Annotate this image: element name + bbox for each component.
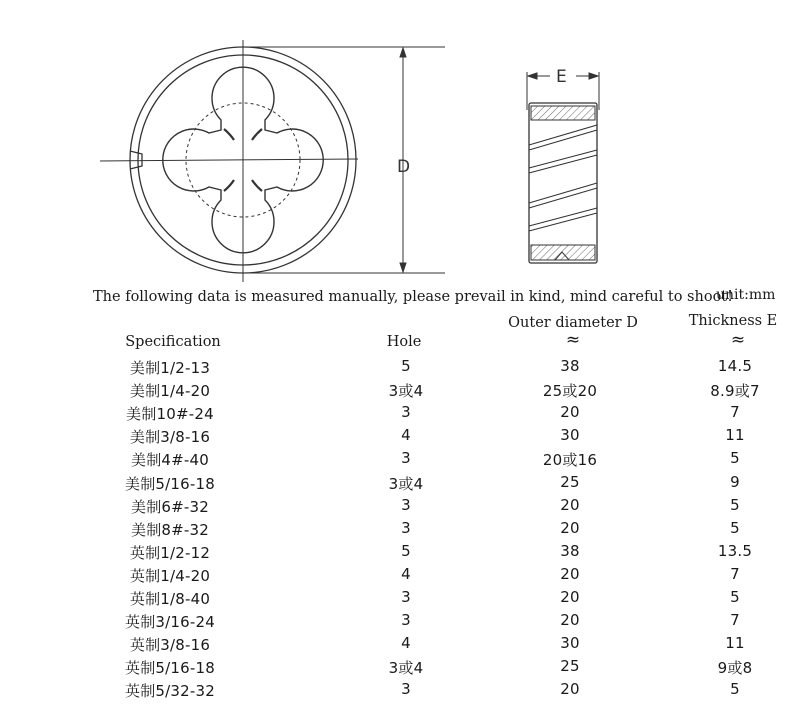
cell-hole: 5 (401, 357, 411, 375)
cell-specification: 英制3/16-24 (125, 613, 215, 632)
cell-specification: 英制1/8-40 (129, 590, 211, 608)
cell-outer-diameter: 38 (560, 357, 580, 375)
cell-thickness: 14.5 (717, 357, 753, 375)
header-hole: Hole (386, 334, 422, 350)
cell-specification: 美制6#-32 (130, 497, 210, 516)
cell-outer-diameter: 38 (560, 541, 580, 560)
die-front-view (100, 40, 358, 282)
cell-specification: 美制8#-32 (130, 520, 210, 539)
cell-specification: 英制3/8-16 (129, 636, 211, 655)
cell-hole: 3或4 (388, 474, 424, 493)
cell-hole: 3 (401, 588, 411, 606)
header-thickness: Thickness E (688, 313, 778, 329)
cell-outer-diameter: 25或20 (542, 382, 598, 401)
cell-outer-diameter: 20 (560, 403, 580, 422)
unit-label: unit:mm (716, 287, 776, 303)
cell-hole: 3 (401, 611, 411, 630)
cell-thickness: 7 (730, 564, 740, 583)
measurement-notice: The following data is measured manually, please prevail in kind, mind careful to shoot! (93, 289, 733, 305)
cell-specification: 美制5/16-18 (125, 474, 215, 493)
cell-thickness: 11 (725, 426, 745, 445)
die-side-view (529, 103, 597, 263)
label-d: D (397, 157, 411, 177)
header-outer-diameter: Outer diameter D (508, 315, 638, 331)
cell-hole: 3 (401, 403, 411, 422)
cell-outer-diameter: 25 (560, 472, 580, 491)
cell-thickness: 5 (730, 449, 740, 468)
approx-symbol-diameter: ≈ (565, 330, 581, 350)
cell-thickness: 13.5 (717, 541, 753, 560)
cell-hole: 3或4 (388, 382, 424, 401)
cell-hole: 4 (401, 564, 411, 583)
cell-hole: 3 (401, 495, 411, 514)
cell-outer-diameter: 30 (560, 634, 580, 653)
cell-thickness: 5 (730, 518, 740, 537)
cell-hole: 4 (401, 634, 411, 653)
cell-hole: 4 (401, 426, 411, 445)
cell-hole: 3 (401, 518, 411, 537)
cell-specification: 美制1/2-13 (129, 359, 211, 377)
cell-thickness: 7 (730, 403, 740, 422)
cell-thickness: 9 (730, 472, 740, 491)
header-specification: Specification (125, 334, 221, 350)
cell-outer-diameter: 30 (560, 426, 580, 445)
cell-specification: 英制5/16-18 (125, 659, 215, 678)
cell-thickness: 5 (730, 588, 740, 606)
cell-specification: 美制10#-24 (126, 405, 214, 424)
cell-specification: 英制1/2-12 (129, 543, 211, 562)
cell-hole: 5 (401, 541, 411, 560)
cell-specification: 英制1/4-20 (129, 566, 211, 585)
cell-thickness: 9或8 (717, 659, 753, 678)
cell-outer-diameter: 25 (560, 657, 580, 676)
cell-outer-diameter: 20 (560, 518, 580, 537)
cell-hole: 3 (401, 680, 411, 699)
label-e: E (556, 67, 567, 87)
cell-specification: 美制1/4-20 (129, 382, 211, 401)
cell-thickness: 11 (725, 634, 745, 653)
cell-outer-diameter: 20 (560, 680, 580, 699)
cell-outer-diameter: 20 (560, 611, 580, 630)
approx-symbol-thickness: ≈ (730, 330, 746, 350)
cell-outer-diameter: 20 (560, 564, 580, 583)
die-technical-drawing (0, 0, 800, 285)
cell-outer-diameter: 20或16 (542, 451, 598, 470)
cell-thickness: 5 (730, 495, 740, 514)
cell-specification: 美制4#-40 (130, 451, 210, 470)
cell-outer-diameter: 20 (560, 495, 580, 514)
cell-hole: 3 (401, 449, 411, 468)
cell-specification: 美制3/8-16 (129, 428, 211, 447)
cell-thickness: 7 (730, 611, 740, 630)
cell-hole: 3或4 (388, 659, 424, 678)
cell-thickness: 5 (730, 680, 740, 699)
cell-thickness: 8.9或7 (710, 382, 760, 401)
cell-specification: 英制5/32-32 (125, 682, 215, 701)
cell-outer-diameter: 20 (560, 588, 580, 606)
